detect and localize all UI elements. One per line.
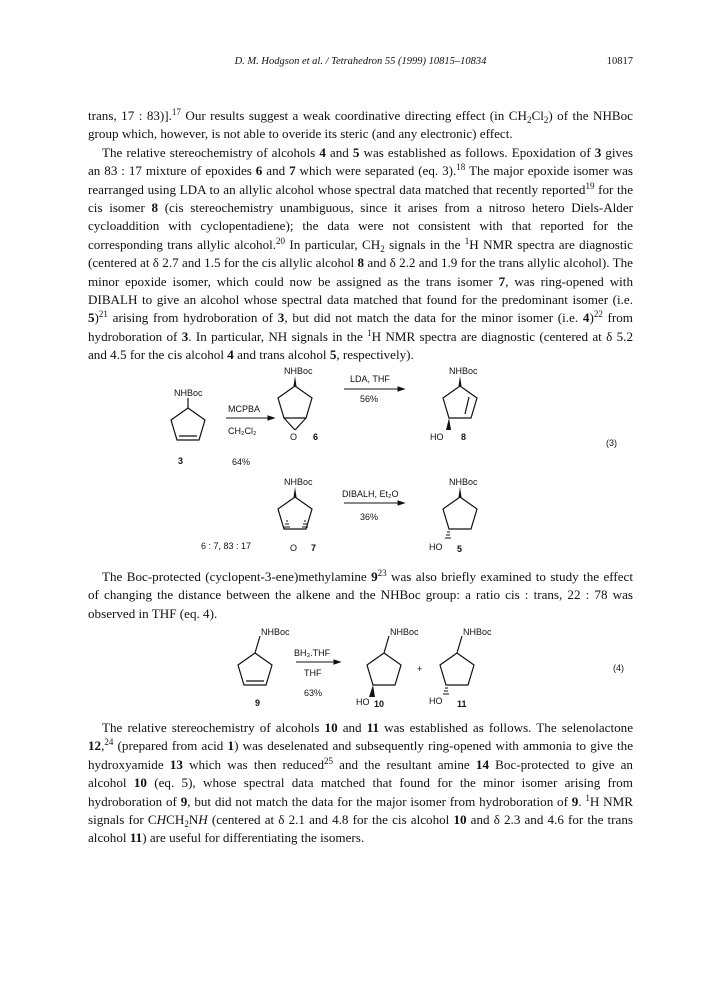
paragraph-2: The relative stereochemistry of alcohols 4 and 5 was established as follows. Epoxidation of 3 gives an 83 : 17 mixture of epoxides 6 and 7 which were separated (eq. 3).$^{18}$ The major epoxide isomer was rearranged using LDA to an allylic alcohol whose spectral data matched that recently reported$^{19}$ for the cis isomer 8 (cis stereochemistry unambiguous, since it arises from a nitroso hetero Diels-Alder cycloaddition with cyclopentadiene); the data were not consistent with that reported for the corresponding trans allylic alcohol.$^{20}$ In particular, $CH_2$ signals in the $^1$H NMR spectra are diagnostic (centered at δ 2.7 and 1.5 for the cis allylic alcohol 8 and δ 2.2 and 1.9 for the trans allylic alcohol). The minor epoxide isomer, which could now be assigned as the trans isomer 7, was ring-opened with DIBALH to give an alcohol whose spectral data matched that found for the predominant isomer (i.e. 5)$^{21}$ arising from hydroboration of 3, but did not match the data for the minor isomer (i.e. 4)$^{22}$ from hydroboration of 3. In particular, NH signals in the $^1$H NMR spectra are diagnostic (centered at δ 5.2 and 4.5 for the cis alcohol 4 and trans alcohol 5, respectively). [88, 144, 634, 363]
compound-3-label: 3 [178, 456, 184, 466]
label-nhboc-3: NHBoc [174, 388, 203, 398]
yield-dibalh: 36% [360, 512, 379, 522]
text-block-middle [88, 568, 633, 623]
solvent-ch2cl2: CH₂Cl₂ [228, 426, 257, 436]
alcohol-11-ring [440, 653, 474, 685]
reagent-bh3-thf: BH₃.THF [294, 648, 331, 658]
ratio-6-7: 6 : 7, 83 : 17 [201, 541, 252, 551]
label-o-6: O [290, 432, 298, 442]
equation-4-label: (4) [613, 663, 624, 673]
alcohol-10-ring [367, 653, 401, 685]
running-header [88, 56, 633, 72]
label-ho-10: HO [356, 697, 370, 707]
paragraph-4: The relative stereochemistry of alcohols 10 and 11 was established as follows. The selenolactone 12,24 (prepared from acid 1) was deselenated and subsequently ring-opened with ammonia to give the hydroxyamide 13 which was then reduced$^{25}$ and the resultant amine 14 Boc-protected to give an alcohol 10 (eq. 5), whose spectral data matched that found for the minor isomer arising from hydroboration of 9, but did not match the data for the major isomer from hydroboration of 9. $^1$H NMR signals for $CHCH_2NH$ (centered at δ 2.1 and 4.8 for the cis alcohol 10 and δ 2.3 and 4.6 for the trans alcohol 11) are useful for differentiating the isomers. [88, 720, 634, 846]
compound-11-label: 11 [457, 699, 467, 709]
compound-10-label: 10 [374, 699, 385, 709]
label-nhboc-6: NHBoc [284, 366, 313, 376]
page-number: 10817 [606, 56, 633, 67]
label-nhboc-7: NHBoc [284, 477, 313, 487]
label-o-7: O [290, 543, 298, 553]
paragraph-3: The Boc-protected (cyclopent-3-ene)methylamine $9^{23}$ was also briefly examined to study the effect of changing the distance between the alkene and the NHBoc group: a ratio cis : trans, 22 : 78 was observed in THF (eq. 4). [88, 568, 633, 621]
compound-9-label: 9 [255, 698, 261, 708]
paragraph-1: trans, 17 : 83)].$^{17}$ Our results suggest a weak coordinative directing effect (in $CH_2Cl_2$) of the NHBoc group which, however, is not able to overide its steric (and any electronic) effect. [88, 107, 633, 142]
label-nhboc-10: NHBoc [390, 627, 419, 637]
yield-lda: 56% [360, 394, 379, 404]
reagent-lda: LDA, THF [350, 374, 390, 384]
compound-5-label: 5 [457, 544, 463, 554]
epoxide-7-ring [278, 497, 312, 529]
reagent-mcpba: MCPBA [228, 404, 261, 414]
cyclopentene-9-ring [238, 653, 272, 685]
compound-7-label: 7 [311, 543, 317, 553]
yield-63: 63% [304, 688, 323, 698]
label-nhboc-5: NHBoc [449, 477, 478, 487]
compound-6-label: 6 [313, 432, 319, 442]
running-title: D. M. Hodgson et al. / Tetrahedron 55 (1999) 10815–10834 [234, 56, 487, 67]
solvent-thf: THF [304, 668, 322, 678]
label-nhboc-11: NHBoc [463, 627, 492, 637]
yield-mcpba: 64% [232, 457, 251, 467]
label-ho-5: HO [429, 542, 443, 552]
cyclopentene-3-ring [171, 408, 205, 440]
wedge-bond-5-nh [459, 487, 462, 497]
scheme4-labels [255, 627, 624, 709]
wedge-bond-8-nh [459, 376, 462, 386]
alcohol-5-ring [443, 497, 477, 529]
compound-8-label: 8 [461, 432, 467, 442]
text-block-bottom [88, 719, 633, 848]
equation-3-label: (3) [606, 438, 617, 448]
label-nhboc-9: NHBoc [261, 627, 290, 637]
wedge-bond-10 [369, 685, 375, 697]
label-ho-8: HO [430, 432, 444, 442]
wedge-bond-8-oh [446, 418, 451, 430]
wedge-bond-6 [294, 376, 297, 386]
plus-sign: + [417, 664, 423, 674]
scheme3-labels [174, 366, 617, 554]
text-block-top [88, 107, 633, 365]
wedge-bond-7 [294, 487, 297, 497]
allylic-alcohol-8-ring [443, 386, 477, 418]
label-ho-11: HO [429, 696, 443, 706]
epoxide-6-ring [278, 386, 312, 418]
reagent-dibalh: DIBALH, Et₂O [342, 489, 399, 499]
label-nhboc-8: NHBoc [449, 366, 478, 376]
